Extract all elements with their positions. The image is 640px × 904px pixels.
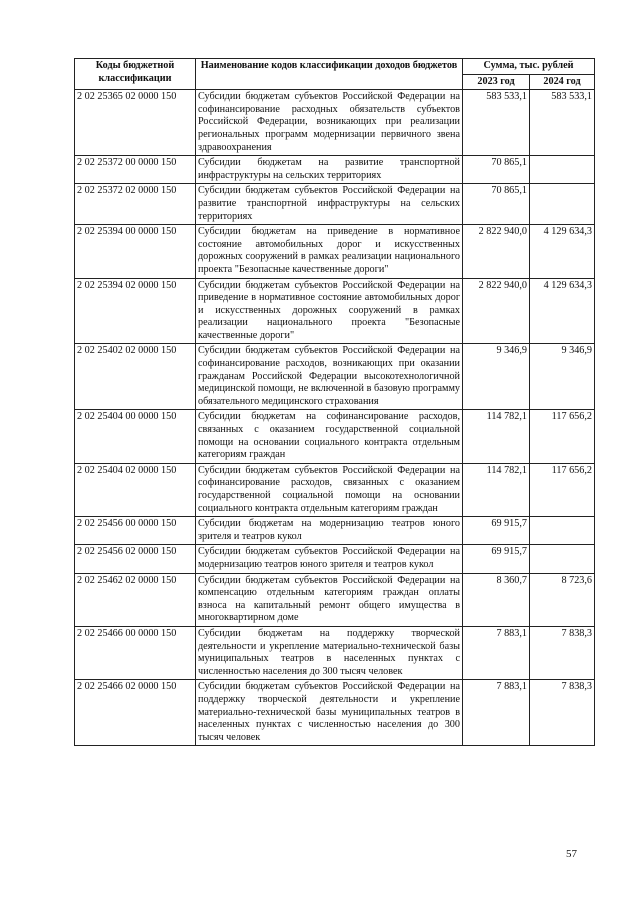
classification-code: 2 02 25462 02 0000 150 — [75, 573, 196, 626]
amount-2024: 117 656,2 — [530, 463, 595, 516]
header-year-2024: 2024 год — [530, 74, 595, 90]
amount-2024 — [530, 156, 595, 184]
revenue-description: Субсидии бюджетам субъектов Российской Федерации на модернизацию театров юного зрителя и театров кукол — [196, 545, 463, 573]
amount-2023: 70 865,1 — [463, 184, 530, 225]
table-row — [75, 545, 595, 573]
amount-2024: 4 129 634,3 — [530, 225, 595, 278]
amount-2023: 583 533,1 — [463, 90, 530, 156]
table-row — [75, 626, 595, 679]
table-row — [75, 410, 595, 463]
amount-2023: 2 822 940,0 — [463, 225, 530, 278]
table-row — [75, 517, 595, 545]
header-sum: Сумма, тыс. рублей — [463, 59, 595, 75]
revenue-description: Субсидии бюджетам субъектов Российской Федерации на софинансирование расходов, возникающих при оказании гражданам Российской Федерации высокотехнологичной медицинской помощи, не включенной в базовую программу обязательного медицинского страхования — [196, 344, 463, 410]
amount-2024: 117 656,2 — [530, 410, 595, 463]
table-row — [75, 680, 595, 746]
classification-code: 2 02 25402 02 0000 150 — [75, 344, 196, 410]
revenue-description: Субсидии бюджетам на развитие транспортной инфраструктуры на сельских территориях — [196, 156, 463, 184]
classification-code: 2 02 25394 00 0000 150 — [75, 225, 196, 278]
revenue-description: Субсидии бюджетам субъектов Российской Федерации на софинансирование расходных обязательств субъектов Российской Федерации, возникающих при реализации региональных программ модернизации первичного звена здравоохранения — [196, 90, 463, 156]
page-number: 57 — [566, 848, 577, 860]
classification-code: 2 02 25456 00 0000 150 — [75, 517, 196, 545]
amount-2024 — [530, 517, 595, 545]
amount-2023: 69 915,7 — [463, 545, 530, 573]
amount-2024: 7 838,3 — [530, 626, 595, 679]
amount-2024: 7 838,3 — [530, 680, 595, 746]
classification-code: 2 02 25365 02 0000 150 — [75, 90, 196, 156]
amount-2023: 8 360,7 — [463, 573, 530, 626]
table-row — [75, 225, 595, 278]
classification-code: 2 02 25404 00 0000 150 — [75, 410, 196, 463]
amount-2023: 2 822 940,0 — [463, 278, 530, 344]
header-codes: Коды бюджетной классификации — [75, 59, 196, 90]
classification-code: 2 02 25394 02 0000 150 — [75, 278, 196, 344]
classification-code: 2 02 25372 00 0000 150 — [75, 156, 196, 184]
classification-code: 2 02 25466 00 0000 150 — [75, 626, 196, 679]
revenue-description: Субсидии бюджетам субъектов Российской Федерации на компенсацию отдельным категориям граждан оплаты взноса на капитальный ремонт общего имущества в многоквартирном доме — [196, 573, 463, 626]
amount-2023: 9 346,9 — [463, 344, 530, 410]
classification-code: 2 02 25404 02 0000 150 — [75, 463, 196, 516]
header-year-2023: 2023 год — [463, 74, 530, 90]
table-row — [75, 156, 595, 184]
amount-2023: 7 883,1 — [463, 626, 530, 679]
classification-code: 2 02 25372 02 0000 150 — [75, 184, 196, 225]
amount-2024: 8 723,6 — [530, 573, 595, 626]
revenue-description: Субсидии бюджетам на софинансирование расходов, связанных с оказанием государственной социальной помощи на основании социального контракта отдельным категориям граждан — [196, 410, 463, 463]
amount-2024: 583 533,1 — [530, 90, 595, 156]
amount-2024: 9 346,9 — [530, 344, 595, 410]
amount-2024 — [530, 184, 595, 225]
table-row — [75, 278, 595, 344]
amount-2024 — [530, 545, 595, 573]
revenue-description: Субсидии бюджетам на приведение в нормативное состояние автомобильных дорог и искусственных дорожных сооружений в рамках реализации национального проекта "Безопасные качественные дороги" — [196, 225, 463, 278]
table-row — [75, 573, 595, 626]
amount-2023: 114 782,1 — [463, 410, 530, 463]
table-row — [75, 463, 595, 516]
table-row — [75, 184, 595, 225]
revenue-description: Субсидии бюджетам субъектов Российской Федерации на развитие транспортной инфраструктуры на сельских территориях — [196, 184, 463, 225]
revenue-description: Субсидии бюджетам на модернизацию театров юного зрителя и театров кукол — [196, 517, 463, 545]
amount-2023: 70 865,1 — [463, 156, 530, 184]
classification-code: 2 02 25466 02 0000 150 — [75, 680, 196, 746]
amount-2023: 114 782,1 — [463, 463, 530, 516]
amount-2023: 69 915,7 — [463, 517, 530, 545]
amount-2023: 7 883,1 — [463, 680, 530, 746]
budget-revenue-table — [74, 58, 595, 746]
revenue-description: Субсидии бюджетам субъектов Российской Федерации на поддержку творческой деятельности и укрепление материально-технической базы муниципальных театров в населенных пунктах с численностью населения до 300 тысяч человек — [196, 680, 463, 746]
table-row — [75, 90, 595, 156]
classification-code: 2 02 25456 02 0000 150 — [75, 545, 196, 573]
table-row — [75, 344, 595, 410]
revenue-description: Субсидии бюджетам субъектов Российской Федерации на софинансирование расходов, связанных с оказанием государственной социальной помощи на основании социального контракта отдельным категориям граждан — [196, 463, 463, 516]
revenue-description: Субсидии бюджетам субъектов Российской Федерации на приведение в нормативное состояние автомобильных дорог и искусственных дорожных сооружений в рамках реализации национального проекта "Безопасные качественные дороги" — [196, 278, 463, 344]
header-name: Наименование кодов классификации доходов бюджетов — [196, 59, 463, 90]
amount-2024: 4 129 634,3 — [530, 278, 595, 344]
revenue-description: Субсидии бюджетам на поддержку творческой деятельности и укрепление материально-технической базы муниципальных театров в населенных пунктах с численностью населения до 300 тысяч человек — [196, 626, 463, 679]
